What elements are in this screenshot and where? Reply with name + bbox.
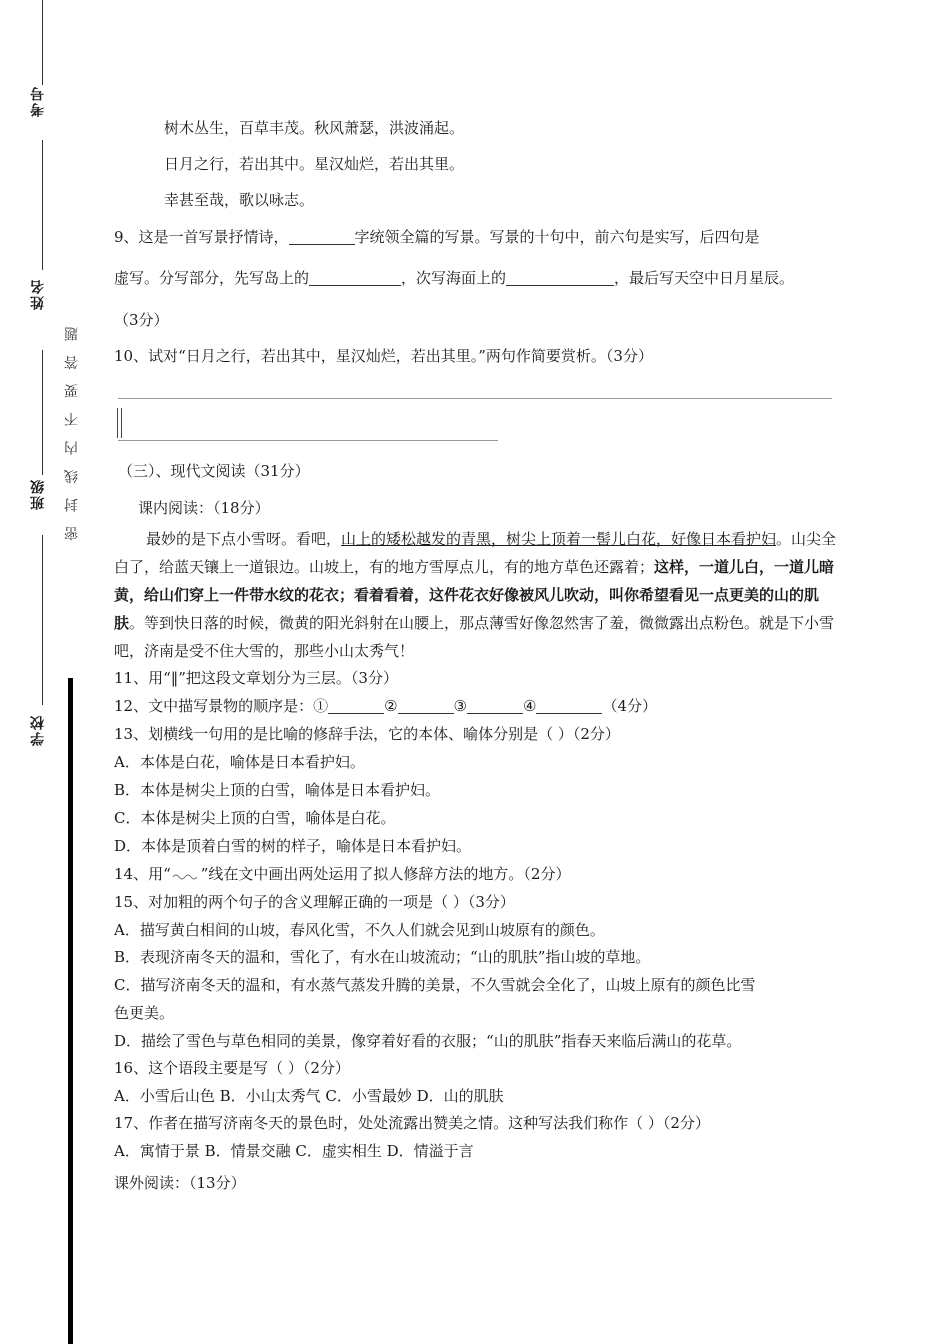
q14-text: ”线在文中画出两处运用了拟人修辞方法的地方。（2分） xyxy=(200,865,571,883)
answer-blank[interactable] xyxy=(289,228,355,245)
school-label: 学校 xyxy=(30,714,46,746)
q9-score: （3分） xyxy=(114,311,169,329)
binding-line xyxy=(42,350,43,475)
answer-line[interactable] xyxy=(118,398,832,399)
question-17: 17、作者在描写济南冬天的景色时，处处流露出赞美之情。这种写法我们称作（ ）（2分） xyxy=(114,1114,710,1132)
q15-option-d: D．描绘了雪色与草色相同的美景，像穿着好看的衣服；“山的肌肤”指春天来临后满山的花草。 xyxy=(114,1032,742,1050)
question-9 xyxy=(114,227,760,247)
binding-line-top xyxy=(42,0,43,85)
q15-option-c-cont: 色更美。 xyxy=(114,1004,175,1022)
question-9-cont xyxy=(114,268,794,288)
answer-blank[interactable] xyxy=(309,269,401,286)
question-16: 16、这个语段主要是写（ ）（2分） xyxy=(114,1059,350,1077)
binding-bar xyxy=(68,678,73,1344)
q13-option-c: C．本体是树尖上顶的白雪，喻体是白花。 xyxy=(114,809,396,827)
answer-blank[interactable] xyxy=(506,269,614,286)
q14-text: 14、用“ xyxy=(114,865,171,883)
poem-line: 树木丛生，百草丰茂。秋风萧瑟，洪波涌起。 xyxy=(164,119,465,137)
binding-line xyxy=(42,535,43,705)
question-14 xyxy=(114,864,570,884)
q9-text: 9、这是一首写景抒情诗， xyxy=(114,228,289,246)
answer-line-mark xyxy=(117,408,122,438)
question-10: 10、试对“日月之行，若出其中，星汉灿烂，若出其里。”两句作简要赏析。（3分） xyxy=(114,347,653,365)
q12-text: ② xyxy=(384,697,398,715)
seal-notice: 密 封 线 内 不 要 答 题 xyxy=(64,322,80,541)
q12-text: （4分） xyxy=(602,697,657,715)
q15-option-c: C．描写济南冬天的温和，有水蒸气蒸发升腾的美景，不久雪就会全化了，山坡上原有的颜色比雪 xyxy=(114,976,756,994)
reading-passage xyxy=(114,525,840,665)
answer-blank[interactable] xyxy=(328,697,384,714)
answer-blank[interactable] xyxy=(398,697,454,714)
q9-text: 字统领全篇的写景。写景的十句中，前六句是实写，后四句是 xyxy=(354,228,760,246)
passage-text: 最妙的是下点小雪呀。看吧， xyxy=(146,530,342,548)
answer-blank[interactable] xyxy=(467,697,523,714)
q12-text: ④ xyxy=(523,697,537,715)
passage-bold-sentences: 这样，一道儿白，一道儿暗黄，给山们穿上一件带水纹的花衣；看着看着，这件花衣好像被风儿吹动，叫你希望看见一点更美的山的肌肤 xyxy=(114,558,835,632)
passage-text: 。等到快日落的时候，微黄的阳光斜射在山腰上，那点薄雪好像忽然害了羞，微微露出点粉色。就是下小雪吧，济南是受不住大雪的，那些小山太秀气！ xyxy=(114,614,835,660)
name-label: 姓名 xyxy=(30,278,46,310)
q12-text: 12、文中描写景物的顺序是：① xyxy=(114,697,329,715)
class-label: 班级 xyxy=(30,478,46,510)
section-title: （三）、现代文阅读（31分） xyxy=(118,462,310,480)
q15-option-b: B．表现济南冬天的温和，雪化了，有水在山坡流动；“山的肌肤”指山坡的草地。 xyxy=(114,948,651,966)
q9-text: 虚写。分写部分，先写岛上的 xyxy=(114,269,310,287)
question-15: 15、对加粗的两个句子的含义理解正确的一项是（ ）（3分） xyxy=(114,893,515,911)
question-11: 11、用“‖”把这段文章划分为三层。（3分） xyxy=(114,669,398,687)
passage-underlined-sentence: 山上的矮松越发的青黑，树尖上顶着一髻儿白花，好像日本看护妇 xyxy=(341,530,777,548)
passage-text: 。山尖全白了，给蓝天镶上一道银边。山坡上，有的地方雪厚点儿，有的地方草色还露着； xyxy=(114,530,837,576)
poem-line: 幸甚至哉，歌以咏志。 xyxy=(164,191,315,209)
exam-no-label: 考号 xyxy=(30,85,46,117)
question-13: 13、划横线一句用的是比喻的修辞手法，它的本体、喻体分别是（ ）（2分） xyxy=(114,725,620,743)
q17-options: A．寓情于景 B．情景交融 C．虚实相生 D．情溢于言 xyxy=(114,1142,474,1160)
q15-option-a: A．描写黄白相间的山坡，春风化雪，不久人们就会见到山坡原有的颜色。 xyxy=(114,921,605,939)
q12-text: ③ xyxy=(453,697,467,715)
q9-text: ，最后写天空中日月星辰。 xyxy=(614,269,795,287)
q16-options: A．小雪后山色 B．小山太秀气 C．小雪最妙 D．山的肌肤 xyxy=(114,1087,504,1105)
out-class-reading-title: 课外阅读：（13分） xyxy=(114,1174,246,1192)
q9-text: ，次写海面上的 xyxy=(401,269,507,287)
q13-option-b: B．本体是树尖上顶的白雪，喻体是日本看护妇。 xyxy=(114,781,441,799)
answer-line[interactable] xyxy=(118,440,498,441)
poem-line: 日月之行，若出其中。星汉灿烂，若出其里。 xyxy=(164,155,465,173)
binding-line xyxy=(42,140,43,270)
q13-option-a: A．本体是白花，喻体是日本看护妇。 xyxy=(114,753,365,771)
q13-option-d: D．本体是顶着白雪的树的样子，喻体是日本看护妇。 xyxy=(114,837,472,855)
question-12 xyxy=(114,696,657,716)
answer-blank[interactable] xyxy=(536,697,602,714)
wavy-line-mark xyxy=(171,866,201,880)
in-class-reading-title: 课内阅读：（18分） xyxy=(138,499,270,517)
